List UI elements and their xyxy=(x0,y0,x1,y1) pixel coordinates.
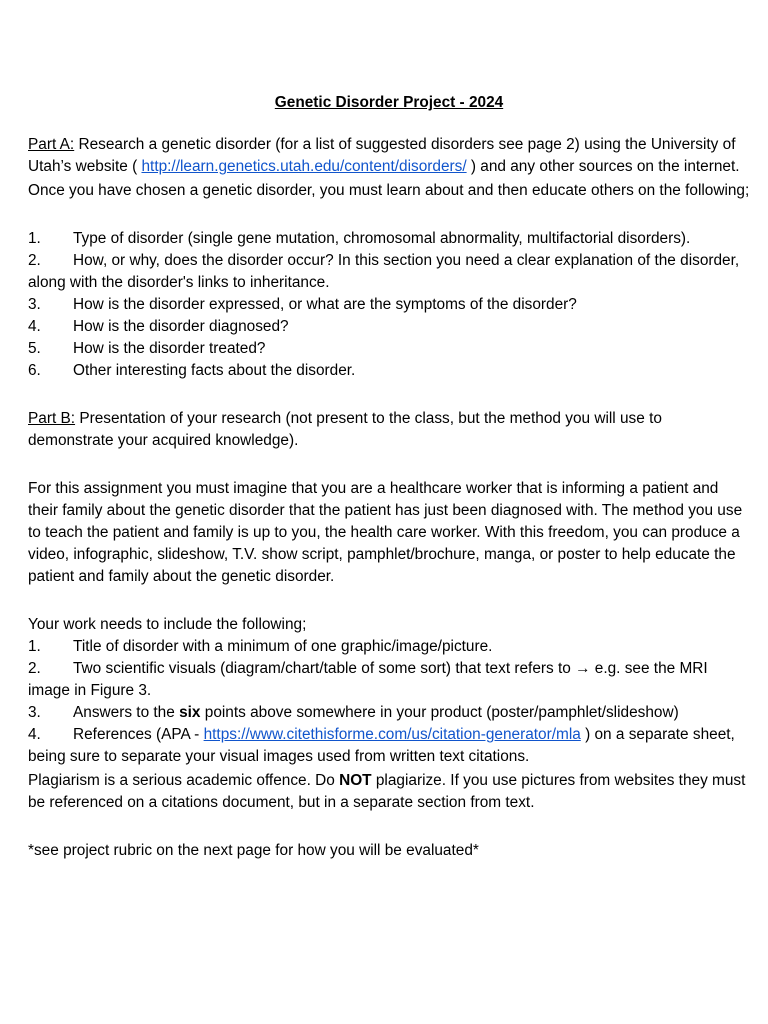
list-item: 3. Answers to the six points above somewhere in your product (poster/pamphlet/slideshow) xyxy=(28,704,679,721)
list-item: 4. How is the disorder diagnosed? xyxy=(28,318,289,335)
part-b-label: Part B: xyxy=(28,410,76,427)
part-b-text: Presentation of your research (not present to the class, but the method you will use to demonstrate your acquired knowledge). xyxy=(28,410,662,449)
plagiarism-paragraph: Plagiarism is a serious academic offence. Do NOT plagiarize. If you use pictures from websites they must be referenced on a citations document, but in a separate section from text. xyxy=(28,772,746,811)
part-b-paragraph xyxy=(28,408,750,452)
list-item: 4. References (APA - https://www.citethisforme.com/us/citation-generator/mla ) on a separate sheet, being sure to separate your visual images used from written text citations. xyxy=(28,726,735,765)
requirements-intro: Your work needs to include the following; xyxy=(28,616,307,633)
list-item: 1. Type of disorder (single gene mutation, chromosomal abnormality, multifactorial disorders). xyxy=(28,230,691,247)
list-item: 1. Title of disorder with a minimum of one graphic/image/picture. xyxy=(28,638,493,655)
utah-genetics-link[interactable]: http://learn.genetics.utah.edu/content/disorders/ xyxy=(141,158,467,175)
part-a-followup: Once you have chosen a genetic disorder, you must learn about and then educate others on the following; xyxy=(28,182,750,199)
part-a-text-after-link: ) and any other sources on the internet. xyxy=(466,158,740,175)
footer-note: *see project rubric on the next page for how you will be evaluated* xyxy=(28,842,479,859)
list-item: 2. Two scientific visuals (diagram/chart/table of some sort) that text refers to → e.g. see the MRI image in Figure 3. xyxy=(28,660,708,699)
list-item: 6. Other interesting facts about the disorder. xyxy=(28,362,356,379)
list-item: 5. How is the disorder treated? xyxy=(28,340,266,357)
points-list xyxy=(28,228,750,382)
part-a-label: Part A: xyxy=(28,136,75,153)
part-a-text-before-link: Research a genetic disorder (for a list of suggested disorders see page 2) using the University of Utah’s website ( xyxy=(28,136,736,175)
document-page xyxy=(28,92,750,862)
list-item: 3. How is the disorder expressed, or what are the symptoms of the disorder? xyxy=(28,296,577,313)
requirements-list xyxy=(28,636,750,768)
assignment-paragraph: For this assignment you must imagine that you are a healthcare worker that is informing a patient and their family about the genetic disorder that the patient has just been diagnosed with. The method you use to teach the patient and family is up to you, the health care worker. With this freedom, you can produce a video, infographic, slideshow, T.V. show script, pamphlet/brochure, manga, or poster to help educate the patient and family about the genetic disorder. xyxy=(28,480,743,585)
list-item: 2. How, or why, does the disorder occur? In this section you need a clear explanation of the disorder, along with the disorder's links to inheritance. xyxy=(28,252,740,291)
part-a-paragraph xyxy=(28,134,750,178)
page-title: Genetic Disorder Project - 2024 xyxy=(274,94,504,111)
citation-generator-link[interactable]: https://www.citethisforme.com/us/citation-generator/mla xyxy=(203,726,581,743)
